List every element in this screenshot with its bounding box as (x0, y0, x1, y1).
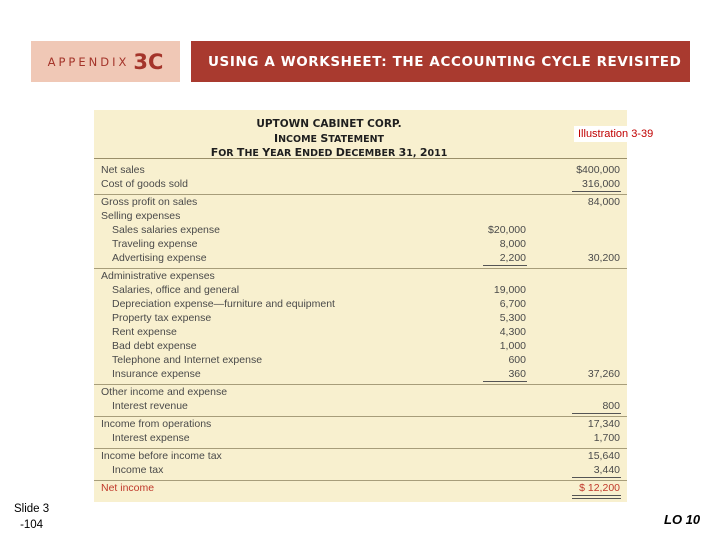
row-amount-inner: 6,700 (499, 298, 526, 310)
row-amount-outer: 1,700 (593, 432, 620, 444)
row-amount-inner: 2,200 (499, 252, 526, 264)
row-label: Bad debt expense (112, 340, 197, 352)
double-underline-net (572, 495, 621, 499)
appendix-word: APPENDIX (47, 54, 130, 69)
row-amount-outer: 15,640 (587, 450, 620, 462)
row-label: Rent expense (112, 326, 177, 338)
section-rule (94, 384, 627, 385)
row-label: Depreciation expense—furniture and equipment (112, 298, 335, 310)
appendix-banner (31, 41, 690, 82)
row-amount-inner: $20,000 (488, 224, 526, 236)
underline-cogs (572, 191, 621, 192)
row-label: Insurance expense (112, 368, 201, 380)
row-label: Traveling expense (112, 238, 198, 250)
statement-row (94, 482, 627, 496)
statement-period-text: FOR THE YEAR ENDED DECEMBER 31, 2011 (210, 146, 448, 159)
row-label: Telephone and Internet expense (112, 354, 263, 366)
statement-row (94, 270, 627, 284)
learning-objective: LO 10 (664, 512, 701, 527)
row-label: Income from operations (101, 418, 212, 430)
row-label: Income before income tax (101, 450, 222, 462)
row-amount-outer: $400,000 (576, 164, 620, 176)
statement-row (94, 386, 627, 400)
row-label: Advertising expense (112, 252, 207, 264)
underline-admin (483, 381, 527, 382)
header-rule (94, 158, 627, 159)
row-amount-outer: 800 (602, 400, 620, 412)
statement-row (94, 178, 627, 192)
row-label: Gross profit on sales (101, 196, 198, 208)
row-amount-outer: 3,440 (593, 464, 620, 476)
row-label: Net sales (101, 164, 145, 176)
slide-number (14, 501, 49, 533)
row-label: Administrative expenses (101, 270, 215, 282)
underline-tax (572, 477, 621, 478)
row-amount-inner: 600 (508, 354, 526, 366)
statement-name-text: INCOME STATEMENT (274, 132, 384, 145)
underline-selling (483, 265, 527, 266)
statement-row (94, 432, 627, 446)
row-amount-outer: $ 12,200 (579, 482, 620, 494)
statement-row (94, 164, 627, 178)
section-rule (94, 194, 627, 195)
row-label: Net income (101, 482, 155, 494)
row-label: Cost of goods sold (101, 178, 188, 190)
row-amount-outer: 84,000 (587, 196, 620, 208)
illustration-label: Illustration 3-39 (574, 126, 682, 142)
statement-row (94, 464, 627, 478)
underline-other (572, 413, 621, 414)
row-amount-outer: 37,260 (587, 368, 620, 380)
row-amount-outer: 17,340 (587, 418, 620, 430)
company-name: UPTOWN CABINET CORP. (256, 118, 402, 130)
statement-row (94, 252, 627, 266)
statement-row (94, 450, 627, 464)
statement-row (94, 210, 627, 224)
row-amount-inner: 1,000 (499, 340, 526, 352)
statement-row (94, 354, 627, 368)
section-rule (94, 416, 627, 417)
statement-row (94, 224, 627, 238)
statement-row (94, 312, 627, 326)
slide-number-line1: Slide 3 (14, 503, 50, 515)
row-amount-outer: 316,000 (582, 178, 620, 190)
row-amount-outer: 30,200 (587, 252, 620, 264)
row-amount-inner: 5,300 (499, 312, 526, 324)
row-amount-inner: 360 (508, 368, 526, 380)
row-label: Selling expenses (101, 210, 181, 222)
row-label: Income tax (112, 464, 164, 476)
statement-row (94, 368, 627, 382)
statement-row (94, 400, 627, 414)
slide-number-line2: -104 (20, 519, 44, 531)
statement-row (94, 196, 627, 210)
row-amount-inner: 19,000 (493, 284, 526, 296)
statement-row (94, 340, 627, 354)
row-label: Salaries, office and general (112, 284, 240, 296)
row-label: Property tax expense (112, 312, 212, 324)
row-label: Other income and expense (101, 386, 228, 398)
statement-name (94, 132, 564, 145)
banner-title: USING A WORKSHEET: THE ACCOUNTING CYCLE REVISITED (191, 41, 690, 82)
section-rule (94, 480, 627, 481)
income-statement (94, 110, 627, 502)
statement-row (94, 284, 627, 298)
row-label: Sales salaries expense (112, 224, 220, 236)
row-amount-inner: 8,000 (499, 238, 526, 250)
row-amount-inner: 4,300 (499, 326, 526, 338)
statement-row (94, 326, 627, 340)
statement-row (94, 298, 627, 312)
appendix-label (31, 41, 180, 82)
section-rule (94, 448, 627, 449)
section-rule (94, 268, 627, 269)
row-label: Interest expense (112, 432, 190, 444)
row-label: Interest revenue (112, 400, 188, 412)
statement-row (94, 238, 627, 252)
statement-row (94, 418, 627, 432)
appendix-number: 3C (133, 49, 164, 74)
